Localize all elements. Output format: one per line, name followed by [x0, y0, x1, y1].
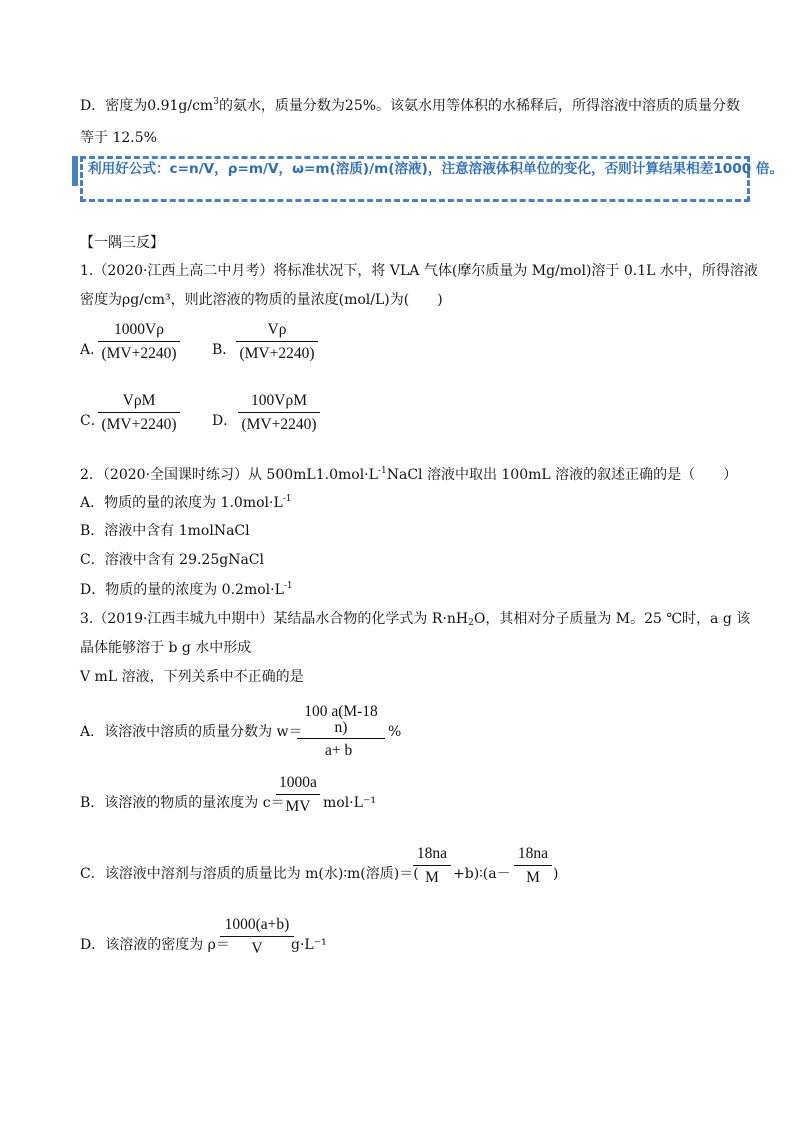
- q1-option-d-label: D．: [212, 413, 238, 429]
- q1-stem-line1: 1.（2020·江西上高二中月考）将标准状况下，将 VLA 气体(摩尔质量为 Mg/mol)溶于 0.1L 水中，所得溶液: [80, 263, 758, 279]
- q3-option-a-suffix: %: [388, 724, 402, 740]
- fraction-denominator: V: [251, 939, 263, 957]
- q3-option-b-prefix: B．该溶液的物质的量浓度为 c＝: [80, 795, 285, 811]
- q3-option-a-fraction: [297, 704, 385, 759]
- fraction-numerator: 100VρM: [238, 393, 320, 413]
- q3-option-c-prefix: C．该溶液中溶剂与溶质的质量比为 m(水)∶m(溶质)＝(: [80, 866, 419, 882]
- q3-option-c-middle: +b)∶(a－: [453, 866, 511, 882]
- q2-option-c: C．溶液中含有 29.25gNaCl: [80, 552, 264, 568]
- q1-option-a-label: A．: [80, 342, 105, 358]
- fraction-denominator: (MV+2240): [241, 415, 317, 433]
- q2-stem: 2．（2020·全国课时练习）从 $500mL1.0mol\cdot L^{-1}NaCl$ 溶液中取出 100mL 溶液的叙述正确的是（ ）: [80, 466, 738, 483]
- q3-option-a-prefix: A．该溶液中溶质的质量分数为 w＝: [80, 724, 303, 740]
- fraction-numerator: 1000Vρ: [98, 322, 180, 342]
- q1-option-b-label: B．: [212, 342, 237, 358]
- fraction-denominator: a+ b: [325, 742, 353, 759]
- fraction-denominator: M: [526, 868, 540, 886]
- fraction-denominator: MV: [285, 797, 311, 815]
- q3-option-d-suffix: g·L⁻¹: [291, 937, 327, 953]
- q3-option-c-fraction-2: [514, 846, 552, 885]
- fraction-denominator: (MV+2240): [101, 415, 177, 433]
- q3-option-b-suffix: mol·L⁻¹: [323, 795, 376, 811]
- fraction-numerator: 18na: [514, 846, 552, 866]
- tip-text: 利用好公式：c=n/V，ρ=m/V，ω=m(溶质)/m(溶液)，注意溶液体积单位的变化，否则计算结果相差1000 倍。: [88, 161, 784, 177]
- q1-option-c-fraction: [98, 393, 180, 432]
- fraction-denominator: M: [425, 868, 439, 886]
- q3-option-c-suffix: ): [553, 866, 559, 882]
- q2-option-d: D．物质的量的浓度为 $0.2mol\cdot L^{-1}$: [80, 581, 293, 598]
- q2-option-a: A．物质的量的浓度为 $1.0mol\cdot L^{-1}$: [80, 494, 292, 511]
- q3-option-b-fraction: [276, 775, 320, 814]
- section-title: 【一隅三反】: [80, 235, 164, 251]
- q1-stem-line2: 密度为ρg/cm³，则此溶液的物质的量浓度(mol/L)为( ): [80, 292, 443, 308]
- tip-box-accent: [72, 156, 78, 186]
- q3-option-d-fraction: [220, 917, 294, 956]
- q3-stem-line3: V mL 溶液，下列关系中不正确的是: [80, 669, 304, 685]
- q2-option-b: B．溶液中含有 1molNaCl: [80, 523, 250, 539]
- fraction-denominator: (MV+2240): [239, 344, 315, 362]
- fraction-numerator: 18na: [413, 846, 451, 866]
- fraction-numerator: 100 a(M-18 n): [297, 704, 385, 739]
- fraction-denominator: (MV+2240): [101, 344, 177, 362]
- q3-stem-line1: 3.（2019·江西丰城九中期中）某结晶水合物的化学式为 $R\cdot nH_2O$，其相对分子质量为 M。25 ℃时，a g 该: [80, 611, 751, 628]
- q1-option-b-fraction: [236, 322, 318, 361]
- q1-option-a-fraction: [98, 322, 180, 361]
- option-d-line2: 等于 12.5%: [80, 130, 157, 146]
- q3-stem-line2: 晶体能够溶于 b g 水中形成: [80, 640, 252, 656]
- q1-option-c-label: C．: [80, 413, 105, 429]
- q1-option-d-fraction: [238, 393, 320, 432]
- q3-option-d-prefix: D．该溶液的密度为 ρ＝: [80, 937, 230, 953]
- fraction-numerator: 1000(a+b): [220, 917, 294, 937]
- q3-option-c-fraction-1: [413, 846, 451, 885]
- fraction-numerator: VρM: [98, 393, 180, 413]
- option-d-line1: D．密度为$0.91g/cm^3$的氨水，质量分数为25%。该氨水用等体积的水稀释后，所得溶液中溶质的质量分数: [80, 97, 741, 114]
- fraction-numerator: 1000a: [276, 775, 320, 795]
- fraction-numerator: Vρ: [236, 322, 318, 342]
